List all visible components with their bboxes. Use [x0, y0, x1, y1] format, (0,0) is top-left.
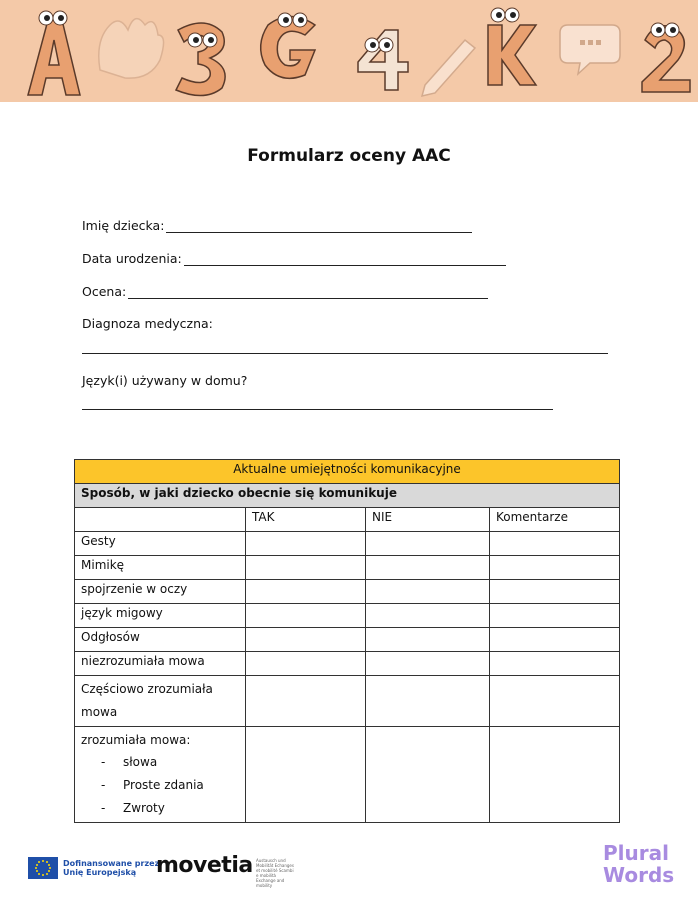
list-dash: -	[101, 801, 106, 815]
comment-cell[interactable]	[490, 556, 620, 580]
list-dash: -	[101, 755, 106, 769]
tak-cell[interactable]	[246, 727, 366, 823]
table-row	[75, 727, 620, 823]
diagnosis-line[interactable]	[82, 353, 608, 354]
list-item-label: Proste zdania	[123, 778, 204, 792]
table-subheader-row	[75, 484, 620, 508]
table-row	[75, 556, 620, 580]
comment-cell[interactable]	[490, 652, 620, 676]
eu-text-line1: Dofinansowane przez	[63, 859, 160, 868]
home-language-label: Język(i) używany w domu?	[82, 373, 248, 388]
communication-skills-table	[74, 459, 620, 823]
eu-text	[63, 859, 159, 877]
nie-cell[interactable]	[366, 652, 490, 676]
header-banner	[0, 0, 698, 102]
table-row	[75, 580, 620, 604]
row-label: Odgłosów	[75, 628, 246, 652]
row-label: Częściowo zrozumiała mowa	[75, 676, 246, 727]
number-3-character-icon	[176, 23, 225, 96]
speech-bubble-icon	[560, 25, 620, 74]
assessment-line[interactable]	[128, 286, 488, 299]
banner-illustration	[0, 0, 698, 102]
comment-cell[interactable]	[490, 604, 620, 628]
nie-cell[interactable]	[366, 727, 490, 823]
table-header-row	[75, 460, 620, 484]
table-row	[75, 604, 620, 628]
home-language-field	[82, 373, 247, 388]
plural-words-logo	[603, 842, 674, 886]
letter-k-character-icon	[488, 8, 536, 85]
row-label: język migowy	[75, 604, 246, 628]
tak-cell[interactable]	[246, 652, 366, 676]
nie-cell[interactable]	[366, 676, 490, 727]
eu-text-line2: Unię Europejską	[63, 868, 137, 877]
table-columns-row	[75, 508, 620, 532]
diagnosis-label: Diagnoza medyczna:	[82, 316, 213, 331]
column-header-empty	[75, 508, 246, 532]
list-dash: -	[101, 778, 106, 792]
waving-hands-icon	[99, 19, 164, 79]
comment-cell[interactable]	[490, 628, 620, 652]
tak-cell[interactable]	[246, 556, 366, 580]
list-item	[81, 797, 239, 820]
speech-row-label: zrozumiała mowa:	[81, 733, 191, 747]
child-name-line[interactable]	[166, 220, 472, 233]
tak-cell[interactable]	[246, 676, 366, 727]
list-item	[81, 774, 239, 797]
nie-cell[interactable]	[366, 556, 490, 580]
assessment-field[interactable]	[82, 284, 488, 299]
nie-cell[interactable]	[366, 604, 490, 628]
column-header-comments: Komentarze	[490, 508, 620, 532]
comment-cell[interactable]	[490, 580, 620, 604]
tak-cell[interactable]	[246, 604, 366, 628]
comment-cell[interactable]	[490, 532, 620, 556]
tak-cell[interactable]	[246, 628, 366, 652]
movetia-tagline: Austausch und Mobilität Echanges et mobilité Scambi e mobilità Exchange and mobility	[256, 858, 294, 888]
table-row	[75, 532, 620, 556]
row-label: Mimikę	[75, 556, 246, 580]
list-item-label: słowa	[123, 755, 158, 769]
child-name-field[interactable]	[82, 218, 472, 233]
row-label: spojrzenie w oczy	[75, 580, 246, 604]
column-header-tak: TAK	[246, 508, 366, 532]
column-header-nie: NIE	[366, 508, 490, 532]
row-label: niezrozumiała mowa	[75, 652, 246, 676]
nie-cell[interactable]	[366, 532, 490, 556]
pencil-icon	[422, 40, 475, 96]
birth-date-label: Data urodzenia:	[82, 251, 182, 266]
speech-row-label-cell	[75, 727, 246, 823]
eu-funding-logo	[28, 857, 159, 879]
comment-cell[interactable]	[490, 676, 620, 727]
number-4-character-icon	[358, 30, 408, 90]
child-name-label: Imię dziecka:	[82, 218, 165, 233]
table-row	[75, 652, 620, 676]
table-row	[75, 676, 620, 727]
table-row	[75, 628, 620, 652]
list-item	[81, 751, 239, 774]
birth-date-field[interactable]	[82, 251, 506, 266]
row-label: Gesty	[75, 532, 246, 556]
plural-logo-line1: Plural	[603, 841, 669, 865]
plural-logo-line2: Words	[603, 863, 675, 887]
table-header: Aktualne umiejętności komunikacyjne	[75, 460, 620, 484]
letter-g-character-icon	[261, 13, 315, 78]
home-language-line[interactable]	[82, 409, 553, 410]
list-item-label: Zwroty	[123, 801, 165, 815]
tak-cell[interactable]	[246, 580, 366, 604]
movetia-logo: movetia	[156, 853, 253, 878]
diagnosis-field	[82, 316, 213, 331]
nie-cell[interactable]	[366, 628, 490, 652]
form-title: Formularz oceny AAC	[247, 146, 451, 166]
assessment-label: Ocena:	[82, 284, 127, 299]
comment-cell[interactable]	[490, 727, 620, 823]
eu-flag-icon	[28, 857, 58, 879]
birth-date-line[interactable]	[184, 253, 506, 266]
letter-a-character-icon	[28, 11, 80, 95]
tak-cell[interactable]	[246, 532, 366, 556]
nie-cell[interactable]	[366, 580, 490, 604]
number-2-character-icon	[642, 23, 690, 92]
table-subheader: Sposób, w jaki dziecko obecnie się komunikuje	[75, 484, 620, 508]
